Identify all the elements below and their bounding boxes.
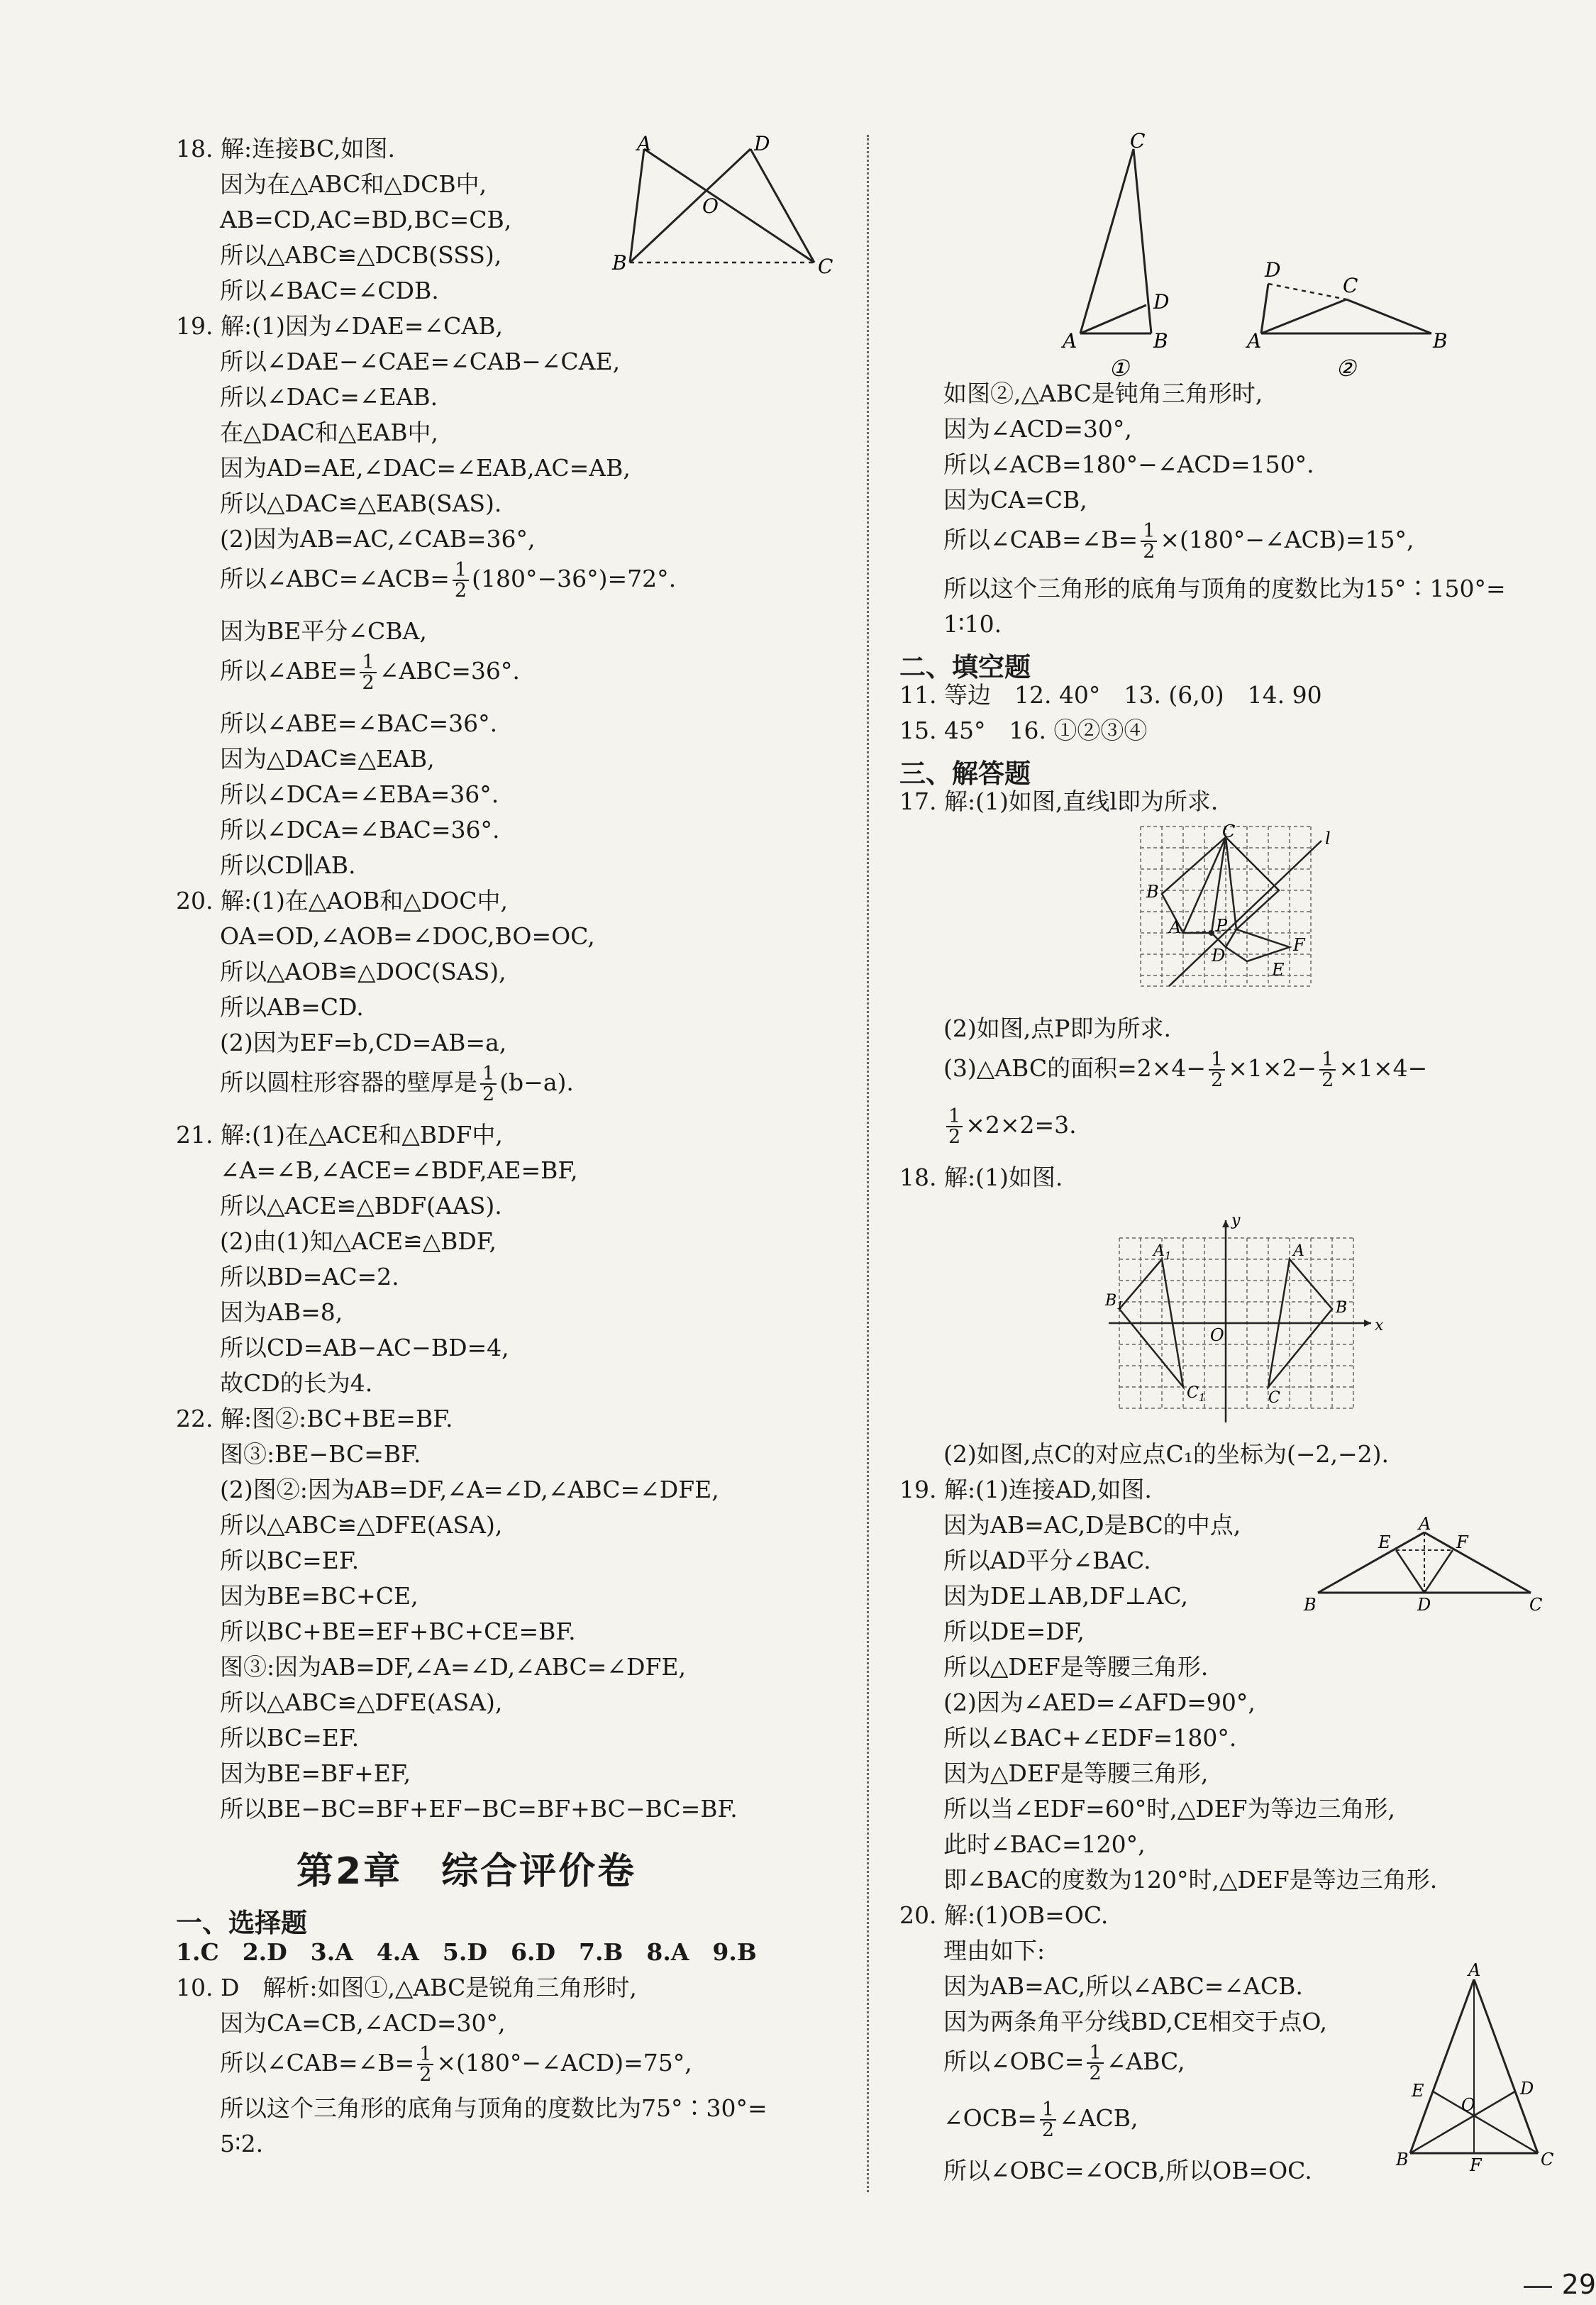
q20-fraction-line bbox=[899, 2100, 1138, 2140]
q17-area-line bbox=[899, 1107, 1077, 1146]
q22-line: 图③:因为AB=DF,∠A=∠D,∠ABC=∠DFE, bbox=[220, 1653, 686, 1681]
svg-text:B: B bbox=[1336, 1299, 1348, 1317]
q19-line: 所以∠DCA=∠BAC=36°. bbox=[220, 816, 500, 844]
svg-text:A: A bbox=[1169, 917, 1182, 937]
q20-line: (2)因为EF=b,CD=AB=a, bbox=[220, 1029, 507, 1056]
q22-line: 22. 解:图②:BC+BE=BF. bbox=[176, 1405, 453, 1432]
q18-line: 所以∠BAC=∠CDB. bbox=[220, 277, 439, 304]
q19-line: 所以AD平分∠BAC. bbox=[943, 1547, 1151, 1574]
q18-line: 所以△ABC≌△DCB(SSS), bbox=[220, 241, 502, 269]
q20-line: OA=OD,∠AOB=∠DOC,BO=OC, bbox=[220, 922, 595, 950]
q19-fraction-line bbox=[176, 653, 520, 692]
q10b-line: 1∶10. bbox=[943, 610, 1002, 638]
q10-figures bbox=[1063, 129, 1460, 383]
svg-text:B: B bbox=[1304, 1595, 1317, 1615]
q19-figure bbox=[1304, 1514, 1545, 1618]
q20-fraction-line bbox=[899, 2043, 1185, 2083]
svg-text:C: C bbox=[1343, 274, 1358, 297]
q21-line: 所以△ACE≌△BDF(AAS). bbox=[220, 1192, 502, 1220]
denominator: 2 bbox=[1143, 541, 1156, 563]
text: (b−a). bbox=[499, 1068, 574, 1096]
q17-line: 17. 解:(1)如图,直线l即为所求. bbox=[899, 787, 1219, 815]
numerator: 1 bbox=[480, 1064, 497, 1085]
section-heading: 二、填空题 bbox=[899, 652, 1031, 682]
q10-line: 5∶2. bbox=[220, 2130, 264, 2157]
q20-fraction-line bbox=[176, 1064, 574, 1104]
q19-line: (2)因为∠AED=∠AFD=90°, bbox=[943, 1688, 1256, 1716]
q22-line: 所以BC+BE=EF+BC+CE=BF. bbox=[220, 1618, 576, 1645]
choice-answers: 1.C 2.D 3.A 4.A 5.D 6.D 7.B 8.A 9.B bbox=[176, 1938, 757, 1966]
text: ×(180°−∠ACD)=75°, bbox=[436, 2049, 692, 2077]
q22-line: (2)图②:因为AB=DF,∠A=∠D,∠ABC=∠DFE, bbox=[220, 1476, 719, 1503]
q22-line: 因为BE=BF+EF, bbox=[220, 1759, 411, 1787]
svg-text:E: E bbox=[1378, 1532, 1391, 1552]
q10b-line: 因为∠ACD=30°, bbox=[943, 415, 1132, 443]
svg-text:F: F bbox=[1456, 1532, 1468, 1552]
numerator: 1 bbox=[453, 560, 469, 581]
svg-text:C: C bbox=[1541, 2150, 1554, 2169]
text: 所以∠ABE= bbox=[220, 657, 358, 685]
q20-line: 所以△AOB≌△DOC(SAS), bbox=[220, 958, 506, 985]
q10-line: 因为CA=CB,∠ACD=30°, bbox=[220, 2009, 506, 2037]
q19-line: 因为AB=AC,D是BC的中点, bbox=[943, 1511, 1241, 1539]
q21-line: 21. 解:(1)在△ACE和△BDF中, bbox=[176, 1121, 503, 1149]
section-heading: 三、解答题 bbox=[899, 758, 1031, 789]
q20-figure bbox=[1396, 1960, 1554, 2175]
fill-answers: 11. 等边 12. 40° 13. (6,0) 14. 90 bbox=[899, 681, 1322, 709]
fill-answers: 15. 45° 16. ①②③④ bbox=[899, 717, 1148, 744]
q19-line: 在△DAC和△EAB中, bbox=[220, 419, 438, 446]
q19-line: 因为AD=AE,∠DAC=∠EAB,AC=AB, bbox=[220, 454, 631, 482]
q19-line: 所以∠DAE−∠CAE=∠CAB−∠CAE, bbox=[220, 348, 621, 375]
svg-text:D: D bbox=[1265, 258, 1281, 282]
q19-fraction-line bbox=[176, 560, 676, 600]
text: ×2×2=3. bbox=[965, 1111, 1077, 1139]
text: ×1×4− bbox=[1339, 1054, 1428, 1082]
svg-text:D: D bbox=[1153, 290, 1170, 314]
svg-text:B: B bbox=[1146, 882, 1159, 902]
svg-text:D: D bbox=[754, 132, 770, 155]
svg-text:x: x bbox=[1375, 1317, 1384, 1334]
svg-text:O: O bbox=[1461, 2095, 1475, 2115]
q20-line: 20. 解:(1)OB=OC. bbox=[899, 1901, 1109, 1929]
q17-area-line bbox=[899, 1050, 1427, 1090]
q20-line: 因为AB=AC,所以∠ABC=∠ACB. bbox=[943, 1972, 1303, 2000]
denominator: 2 bbox=[419, 2064, 432, 2086]
svg-text:P: P bbox=[1216, 916, 1228, 936]
fraction bbox=[1040, 2100, 1056, 2140]
q10b-line: 所以∠ACB=180°−∠ACD=150°. bbox=[943, 451, 1314, 478]
svg-text:A: A bbox=[1247, 329, 1262, 353]
text: 所以∠OBC= bbox=[943, 2047, 1085, 2075]
q19-line: 所以∠ABE=∠BAC=36°. bbox=[220, 709, 498, 737]
fraction bbox=[453, 560, 469, 600]
fraction bbox=[1087, 2043, 1103, 2083]
svg-text:C: C bbox=[1130, 129, 1146, 153]
numerator: 1 bbox=[1319, 1050, 1336, 1071]
fraction bbox=[360, 653, 376, 692]
svg-text:C: C bbox=[1529, 1595, 1543, 1615]
svg-text:F: F bbox=[1470, 2155, 1482, 2175]
numerator: 1 bbox=[1141, 521, 1157, 542]
section-heading: 一、选择题 bbox=[176, 1908, 307, 1938]
q19-line: 19. 解:(1)连接AD,如图. bbox=[899, 1476, 1152, 1503]
svg-text:D: D bbox=[1520, 2079, 1534, 2099]
text: (3)△ABC的面积=2×4− bbox=[943, 1054, 1207, 1082]
text: 所以∠CAB=∠B= bbox=[943, 526, 1138, 553]
fraction bbox=[417, 2045, 433, 2084]
numerator: 1 bbox=[360, 653, 376, 673]
figure-1-label: ① bbox=[1109, 355, 1129, 382]
q17-grid-figure bbox=[1141, 822, 1353, 1004]
q19-line: 此时∠BAC=120°, bbox=[943, 1830, 1146, 1858]
q20-line: 所以∠OBC=∠OCB,所以OB=OC. bbox=[943, 2157, 1312, 2184]
q21-line: ∠A=∠B,∠ACE=∠BDF,AE=BF, bbox=[220, 1156, 578, 1184]
text: 所以圆柱形容器的壁厚是 bbox=[220, 1068, 477, 1096]
svg-text:A: A bbox=[1419, 1514, 1431, 1534]
q18-figure bbox=[609, 132, 836, 278]
q18-line: (2)如图,点C的对应点C₁的坐标为(−2,−2). bbox=[943, 1440, 1389, 1468]
svg-text:E: E bbox=[1272, 960, 1285, 980]
svg-text:O: O bbox=[702, 194, 719, 218]
column-divider bbox=[867, 135, 869, 2192]
fraction bbox=[946, 1107, 963, 1146]
q19-line: 因为△DEF是等腰三角形, bbox=[943, 1759, 1209, 1787]
q10b-line: 所以这个三角形的底角与顶角的度数比为15°∶150°= bbox=[943, 575, 1506, 602]
svg-text:A: A bbox=[637, 132, 652, 155]
q18-line: 18. 解:(1)如图. bbox=[899, 1163, 1063, 1191]
q17-line: (2)如图,点P即为所求. bbox=[943, 1015, 1171, 1042]
text: ∠ABC=36°. bbox=[379, 657, 520, 685]
svg-text:D: D bbox=[1212, 946, 1226, 966]
svg-text:B: B bbox=[1433, 329, 1448, 353]
denominator: 2 bbox=[1089, 2062, 1102, 2084]
q19-line: 因为DE⊥AB,DF⊥AC, bbox=[943, 1582, 1188, 1610]
q10b-line: 如图②,△ABC是钝角三角形时, bbox=[943, 380, 1263, 407]
q19-line: 所以∠DAC=∠EAB. bbox=[220, 383, 438, 411]
q19-line: 所以△DAC≌△EAB(SAS). bbox=[220, 490, 502, 517]
svg-text:C: C bbox=[818, 255, 833, 278]
q19-line: 所以当∠EDF=60°时,△DEF为等边三角形, bbox=[943, 1795, 1396, 1823]
numerator: 1 bbox=[946, 1107, 963, 1127]
q21-line: 所以BD=AC=2. bbox=[220, 1263, 399, 1290]
svg-text:B: B bbox=[1396, 2150, 1409, 2169]
q19-line: 所以∠DCA=∠EBA=36°. bbox=[220, 780, 499, 808]
figure-2-label: ② bbox=[1336, 355, 1356, 382]
svg-text:D: D bbox=[1417, 1595, 1431, 1615]
text: 所以∠CAB=∠B= bbox=[220, 2049, 415, 2077]
svg-text:A1: $A_1$ bbox=[1153, 1242, 1172, 1262]
svg-text:B: B bbox=[612, 251, 627, 275]
numerator: 1 bbox=[1040, 2100, 1056, 2121]
q10-line: 所以这个三角形的底角与顶角的度数比为75°∶30°= bbox=[220, 2094, 767, 2122]
q10-line: 10. D 解析:如图①,△ABC是锐角三角形时, bbox=[176, 1974, 637, 2001]
q18-line: AB=CD,AC=BD,BC=CB, bbox=[220, 206, 512, 233]
denominator: 2 bbox=[482, 1083, 495, 1105]
q10b-fraction-line bbox=[899, 521, 1414, 561]
q19-line: 因为BE平分∠CBA, bbox=[220, 617, 427, 645]
text: (180°−36°)=72°. bbox=[472, 565, 677, 592]
q18-line: 18. 解:连接BC,如图. bbox=[176, 135, 396, 162]
svg-text:C: C bbox=[1268, 1389, 1280, 1407]
svg-text:O: O bbox=[1210, 1325, 1224, 1345]
q19-line: 所以DE=DF, bbox=[943, 1618, 1085, 1645]
q19-line: 因为△DAC≌△EAB, bbox=[220, 745, 435, 773]
svg-text:l: l bbox=[1325, 829, 1331, 849]
fraction bbox=[1141, 521, 1157, 561]
q22-line: 因为BE=BC+CE, bbox=[220, 1582, 419, 1610]
text: ∠ABC, bbox=[1106, 2047, 1185, 2075]
svg-text:C1: $C_1$ bbox=[1187, 1384, 1206, 1404]
q20-line: 所以AB=CD. bbox=[220, 993, 364, 1021]
q19-line: 所以△DEF是等腰三角形. bbox=[943, 1653, 1209, 1681]
denominator: 2 bbox=[1041, 2119, 1055, 2141]
q18-line: 因为在△ABC和△DCB中, bbox=[220, 170, 487, 198]
q21-line: 因为AB=8, bbox=[220, 1298, 343, 1326]
q22-line: 所以BC=EF. bbox=[220, 1547, 360, 1574]
text: ×(180°−∠ACB)=15°, bbox=[1160, 526, 1414, 553]
fraction bbox=[480, 1064, 497, 1104]
page-number: 29 bbox=[1561, 2269, 1596, 2300]
svg-text:B1: $B_1$ bbox=[1105, 1292, 1124, 1312]
q22-line: 所以BE−BC=BF+EF−BC=BF+BC−BC=BF. bbox=[220, 1795, 738, 1823]
fraction bbox=[1319, 1050, 1336, 1090]
numerator: 1 bbox=[417, 2045, 433, 2065]
q22-line: 图③:BE−BC=BF. bbox=[220, 1440, 421, 1468]
text: 所以∠ABC=∠ACB= bbox=[220, 565, 450, 592]
svg-text:A: A bbox=[1468, 1960, 1481, 1980]
q19-line: 即∠BAC的度数为120°时,△DEF是等边三角形. bbox=[943, 1866, 1438, 1894]
q20-line: 20. 解:(1)在△AOB和△DOC中, bbox=[176, 887, 508, 914]
denominator: 2 bbox=[454, 580, 467, 602]
numerator: 1 bbox=[1209, 1050, 1225, 1071]
page-number-dash bbox=[1524, 2286, 1552, 2288]
q22-line: 所以△ABC≌△DFE(ASA), bbox=[220, 1511, 503, 1539]
q21-line: (2)由(1)知△ACE≌△BDF, bbox=[220, 1227, 497, 1255]
svg-text:B: B bbox=[1153, 329, 1168, 353]
denominator: 2 bbox=[362, 672, 375, 694]
svg-text:A: A bbox=[1063, 329, 1077, 353]
svg-text:E: E bbox=[1412, 2081, 1424, 2101]
svg-text:y: y bbox=[1231, 1212, 1241, 1229]
q10-fraction-line bbox=[176, 2045, 692, 2084]
denominator: 2 bbox=[1321, 1069, 1334, 1091]
text: ∠ACB, bbox=[1059, 2104, 1138, 2132]
q22-line: 所以△ABC≌△DFE(ASA), bbox=[220, 1688, 503, 1716]
text: ×1×2− bbox=[1228, 1054, 1317, 1082]
q19-line: 所以∠BAC+∠EDF=180°. bbox=[943, 1724, 1237, 1752]
q10b-line: 因为CA=CB, bbox=[943, 486, 1087, 514]
q18-coordinate-figure bbox=[1105, 1212, 1403, 1430]
denominator: 2 bbox=[948, 1126, 961, 1148]
q20-line: 因为两条角平分线BD,CE相交于点O, bbox=[943, 2008, 1327, 2035]
denominator: 2 bbox=[1211, 1069, 1224, 1091]
q21-line: 所以CD=AB−AC−BD=4, bbox=[220, 1334, 509, 1361]
svg-text:A: A bbox=[1293, 1242, 1304, 1260]
svg-text:C: C bbox=[1222, 822, 1236, 841]
q22-line: 所以BC=EF. bbox=[220, 1724, 360, 1752]
svg-text:F: F bbox=[1293, 935, 1305, 955]
numerator: 1 bbox=[1087, 2043, 1103, 2064]
q20-line: 理由如下: bbox=[943, 1937, 1046, 1964]
q19-line: 所以CD∥AB. bbox=[220, 851, 356, 879]
text: ∠OCB= bbox=[943, 2104, 1037, 2132]
q19-line: (2)因为AB=AC,∠CAB=36°, bbox=[220, 525, 536, 553]
chapter-title: 第2章 综合评价卷 bbox=[297, 1850, 637, 1893]
fraction bbox=[1209, 1050, 1225, 1090]
q19-line: 19. 解:(1)因为∠DAE=∠CAB, bbox=[176, 312, 503, 340]
q21-line: 故CD的长为4. bbox=[220, 1369, 373, 1397]
